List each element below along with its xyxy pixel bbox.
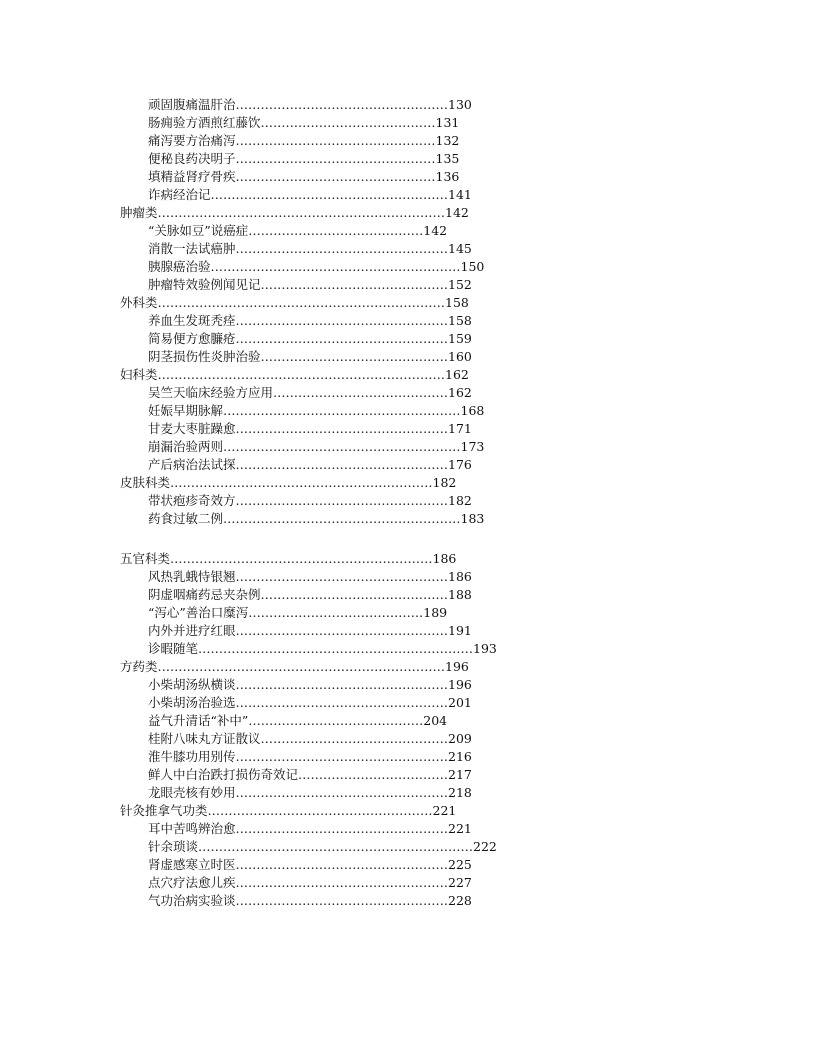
- toc-entry: 妊娠早期脉解…………………………………………………168: [148, 403, 485, 418]
- toc-category: 针灸推拿气功类………………………………………………221: [120, 803, 457, 818]
- toc-entry: 简易便方愈臁疮……………………………………………159: [148, 331, 472, 346]
- toc-entry: 痛泻要方治痛泻…………………………………………132: [148, 133, 460, 148]
- toc-entry: 甘麦大枣脏躁愈……………………………………………171: [148, 421, 472, 436]
- toc-entry: 益气升清话“补中”……………………………………204: [148, 713, 448, 728]
- toc-entry: 肾虚感寒立时医……………………………………………225: [148, 857, 472, 872]
- toc-entry: 鲜人中白治跌打损伤奇效记………………………………217: [148, 767, 472, 782]
- toc-entry: 便秘良药决明子…………………………………………135: [148, 151, 460, 166]
- toc-entry: “泻心”善治口糜泻……………………………………189: [148, 605, 448, 620]
- toc-entry: 阴茎损伤性炎肿治验………………………………………160: [148, 349, 472, 364]
- toc-entry: 诊暇随笔…………………………………………………………193: [148, 641, 497, 656]
- toc-entry: 淮牛膝功用别传……………………………………………216: [148, 749, 472, 764]
- toc-entry: 耳中苦鸣辨治愈……………………………………………221: [148, 821, 472, 836]
- toc-entry: 点穴疗法愈儿疾……………………………………………227: [148, 875, 472, 890]
- toc-entry: 顽固腹痛温肝治……………………………………………130: [148, 97, 472, 112]
- toc-entry: 养血生发斑秃痊……………………………………………158: [148, 313, 472, 328]
- toc-entry: 填精益肾疗骨疾…………………………………………136: [148, 169, 460, 184]
- toc-entry: 肠痈验方酒煎红藤饮……………………………………131: [148, 115, 460, 130]
- toc-entry: 肿瘤特效验例闻见记………………………………………152: [148, 277, 472, 292]
- toc-entry: 崩漏治验两则…………………………………………………173: [148, 439, 485, 454]
- toc-entry: 吴竺天临床经验方应用……………………………………162: [148, 385, 472, 400]
- toc-category: 方药类……………………………………………………………196: [120, 659, 469, 674]
- toc-entry: 阴虚咽痛药忌夹杂例………………………………………188: [148, 587, 472, 602]
- toc-entry: “关脉如豆”说癌症……………………………………142: [148, 223, 448, 238]
- toc-entry: 诈病经治记…………………………………………………141: [148, 187, 472, 202]
- toc-entry: 产后病治法试探……………………………………………176: [148, 457, 472, 472]
- toc-entry: 风热乳蛾恃银翘……………………………………………186: [148, 569, 472, 584]
- toc-category: 肿瘤类……………………………………………………………142: [120, 205, 469, 220]
- toc-entry: 针余琐谈…………………………………………………………222: [148, 839, 497, 854]
- toc-entry: 小柴胡汤治验选……………………………………………201: [148, 695, 472, 710]
- toc-category: 皮肤科类………………………………………………………182: [120, 475, 457, 490]
- toc-entry: 胰腺癌治验……………………………………………………150: [148, 259, 485, 274]
- toc-category: 外科类……………………………………………………………158: [120, 295, 469, 310]
- toc-entry: 带状疱疹奇效方……………………………………………182: [148, 493, 472, 508]
- toc-entry: 小柴胡汤纵横谈……………………………………………196: [148, 677, 472, 692]
- toc-entry: 消散一法试癌肿……………………………………………145: [148, 241, 472, 256]
- toc-entry: 气功治病实验谈……………………………………………228: [148, 893, 472, 908]
- toc-entry: 内外并进疗红眼……………………………………………191: [148, 623, 472, 638]
- toc-entry: 药食过敏二例…………………………………………………183: [148, 511, 485, 526]
- toc-entry: 桂附八味丸方证散议………………………………………209: [148, 731, 472, 746]
- toc-category: 五官科类………………………………………………………186: [120, 551, 457, 566]
- toc-entry: 龙眼壳核有妙用……………………………………………218: [148, 785, 472, 800]
- toc-category: 妇科类……………………………………………………………162: [120, 367, 469, 382]
